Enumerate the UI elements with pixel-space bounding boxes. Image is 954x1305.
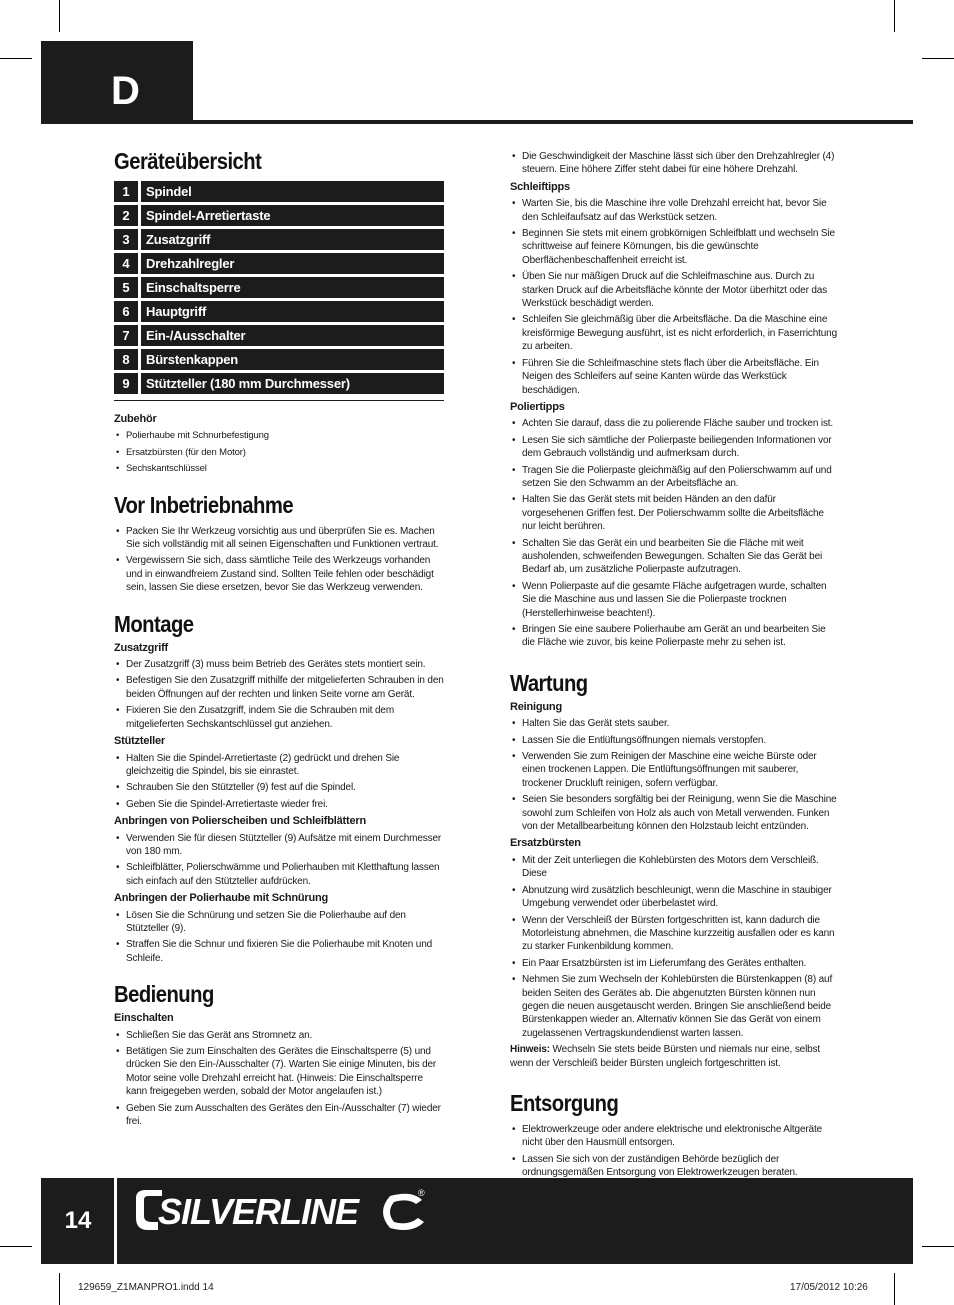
list-item: • Polierhaube mit Schnurbefestigung — [114, 429, 444, 442]
crop-mark — [0, 58, 32, 59]
crop-mark — [59, 1273, 60, 1305]
accessories-list — [114, 429, 444, 475]
language-tab — [41, 41, 193, 123]
list-item: • Verwenden Sie zum Reinigen der Maschine eine weiche Bürste oder einen trockenen Lappen. Die Entlüftungsöffnungen mit sauberer, trockener Druckluft reinigen, sofern verfügbar. — [510, 750, 840, 790]
slug-file: 129659_Z1MANPRO1.indd 14 — [78, 1282, 214, 1293]
header-rule — [41, 120, 913, 124]
before-use-section — [114, 492, 444, 595]
list-item: • Lesen Sie sich sämtliche der Polierpaste beiliegenden Informationen vor dem Gebrauch vollständig und aufmerksam durch. — [510, 434, 840, 461]
part-number: 7 — [114, 325, 138, 346]
maintenance-title: Wartung — [510, 669, 588, 696]
aux-handle-list — [114, 658, 444, 731]
list-item: • Mit der Zeit unterliegen die Kohlebürsten des Motors dem Verschleiß. Diese — [510, 854, 840, 881]
list-item: • Bringen Sie eine saubere Polierhaube am Gerät an und bearbeiten Sie die Fläche wie zuvor, bis keine Polierpaste mehr zu sehen ist. — [510, 623, 840, 650]
part-number: 1 — [114, 181, 138, 202]
list-item: • Befestigen Sie den Zusatzgriff mithilfe der mitgelieferten Schrauben in den beiden Öffnungen auf der rechten und linken Seite vorne am Gerät. — [114, 674, 444, 701]
list-item: • Seien Sie besonders sorgfältig bei der Reinigung, wenn Sie die Maschine sowohl zum Schleifen von Holz als auch von Metall verwenden. Funken von der Metallbearbeitung können den Holzstaub leicht entzünden. — [510, 793, 840, 833]
list-item: • Wenn der Verschleiß der Bürsten fortgeschritten ist, kann dadurch die Motorleistung abnehmen, die Maschine kurzzeitig ausfallen oder es kann zu starker Funkenbildung kommen. — [510, 914, 840, 954]
part-row — [114, 253, 444, 274]
part-name: Drehzahlregler — [141, 253, 444, 274]
part-row — [114, 205, 444, 226]
list-item: • Halten Sie das Gerät stets sauber. — [510, 717, 840, 730]
before-use-title: Vor Inbetriebnahme — [114, 491, 294, 518]
overview-section — [114, 148, 444, 476]
list-item: • Achten Sie darauf, dass die zu polierende Fläche sauber und trocken ist. — [510, 417, 840, 430]
list-item: • Fixieren Sie den Zusatzgriff, indem Sie die Schrauben mit dem mitgelieferten Sechskantschlüssel gut anziehen. — [114, 704, 444, 731]
registered-mark: ® — [418, 1188, 425, 1198]
silverline-logo — [132, 1186, 432, 1234]
list-item: • Ein Paar Ersatzbürsten ist im Lieferumfang des Gerätes enthalten. — [510, 957, 840, 970]
overview-title: Geräteübersicht — [114, 148, 262, 174]
disposal-list — [510, 1123, 840, 1180]
right-column — [510, 150, 840, 1196]
brushes-note — [510, 1043, 840, 1070]
list-item: • Straffen Sie die Schnur und fixieren Sie die Polierhaube mit Knoten und Schleife. — [114, 938, 444, 965]
before-use-list — [114, 525, 444, 595]
assembly-title: Montage — [114, 610, 194, 637]
operation-section — [114, 981, 444, 1128]
assembly-section — [114, 611, 444, 966]
disposal-section — [510, 1090, 840, 1180]
polishing-list — [510, 417, 840, 650]
list-item: • Betätigen Sie zum Einschalten des Gerätes die Einschaltsperre (5) und drücken Sie den Ein-/Ausschalter (7). Warten Sie einige Minuten, bis der Motor seine volle Drehzahl erreicht hat. (Hinweis: Die Einschaltsperre kann freigegeben werden, sobald der Motor angelaufen ist.) — [114, 1045, 444, 1099]
list-item: • Tragen Sie die Polierpaste gleichmäßig auf den Polierschwamm auf und setzen Sie den Schwamm an der Arbeitsfläche an. — [510, 464, 840, 491]
brushes-list — [510, 854, 840, 1040]
left-column — [114, 148, 444, 1144]
list-item: • Verwenden Sie für diesen Stützteller (9) Aufsätze mit einem Durchmesser von 180 mm. — [114, 832, 444, 859]
crop-mark — [894, 0, 895, 32]
part-name: Bürstenkappen — [141, 349, 444, 370]
part-row — [114, 349, 444, 370]
backing-pad-title: Stützteller — [114, 735, 165, 748]
part-name: Spindel-Arretiertaste — [141, 205, 444, 226]
crop-mark — [0, 1246, 32, 1247]
aux-handle-title: Zusatzgriff — [114, 641, 169, 654]
crop-mark — [922, 1246, 954, 1247]
operation-title: Bedienung — [114, 981, 214, 1008]
list-item: • Schalten Sie das Gerät ein und bearbeiten Sie die Fläche mit weit ausholenden, schweifenden Bewegungen. Schalten Sie das Gerät bei Bedarf ab, um zusätzliche Polierpaste aufzutragen. — [510, 537, 840, 577]
slug-date: 17/05/2012 10:26 — [790, 1282, 868, 1293]
list-item: • Geben Sie zum Ausschalten des Gerätes den Ein-/Ausschalter (7) wieder frei. — [114, 1102, 444, 1129]
part-name: Zusatzgriff — [141, 229, 444, 250]
part-name: Ein-/Ausschalter — [141, 325, 444, 346]
list-item: • Wenn Polierpaste auf die gesamte Fläche aufgetragen wurde, schalten Sie die Maschine aus und lassen Sie die Polierpaste trocknen (Herstellerhinweise beachten!). — [510, 580, 840, 620]
part-row — [114, 373, 444, 394]
note-text: Wechseln Sie stets beide Bürsten und niemals nur eine, selbst wenn der Verschleiß beider Bürsten ungleich fortgeschritten ist. — [510, 1044, 821, 1069]
list-item: • Führen Sie die Schleifmaschine stets flach über die Arbeitsfläche. Ein Neigen des Schleifers auf seine Kanten würde das Werkstück beschädigen. — [510, 357, 840, 397]
note-label: Hinweis: — [510, 1044, 550, 1056]
part-number: 8 — [114, 349, 138, 370]
list-item: • Warten Sie, bis die Maschine ihre volle Drehzahl erreicht hat, bevor Sie den Schleifaufsatz auf das Werkstück setzen. — [510, 197, 840, 224]
list-item: • Schleifen Sie gleichmäßig über die Arbeitsfläche. Da die Maschine eine kreisförmige Bewegung ausführt, ist es nicht erforderlich, in Faserrichtung zu arbeiten. — [510, 313, 840, 353]
list-item: • Lassen Sie die Entlüftungsöffnungen niemals verstopfen. — [510, 734, 840, 747]
sanding-list — [510, 197, 840, 397]
part-name: Stützteller (180 mm Durchmesser) — [141, 373, 444, 394]
list-item: • Elektrowerkzeuge oder andere elektrische und elektronische Altgeräte nicht über den Hausmüll entsorgen. — [510, 1123, 840, 1150]
speed-list — [510, 150, 840, 177]
switch-on-list — [114, 1029, 444, 1129]
operation-continued-section — [510, 150, 840, 650]
list-item: • Nehmen Sie zum Wechseln der Kohlebürsten die Bürstenkappen (8) auf beiden Seiten des Gerätes ab. Die abgenutzten Bürsten können nun gegen die neuen ausgetauscht werden. Bringen Sie anschließend beide Bürstenkappen wieder an. Alternativ können Sie das Gerät von einem zugelassenen Vertragskundendienst warten lassen. — [510, 973, 840, 1040]
list-item: • Vergewissern Sie sich, dass sämtliche Teile des Werkzeugs vorhanden und in einwandfreiem Zustand sind. Sollten Teile fehlen oder beschädigt sein, lassen Sie diese ersetzen, bevor Sie das Werkzeug verwenden. — [114, 554, 444, 594]
part-name: Spindel — [141, 181, 444, 202]
list-item: • Geben Sie die Spindel-Arretiertaste wieder frei. — [114, 798, 444, 811]
list-item: • Halten Sie das Gerät stets mit beiden Händen an den dafür vorgesehenen Griffen fest. Der Polierschwamm sollte die Arbeitsfläche nur leicht berühren. — [510, 493, 840, 533]
part-name: Hauptgriff — [141, 301, 444, 322]
list-item: • Schrauben Sie den Stützteller (9) fest auf die Spindel. — [114, 781, 444, 794]
footer-divider — [114, 1178, 117, 1264]
bonnet-title: Anbringen der Polierhaube mit Schnürung — [114, 892, 329, 905]
page-number: 14 — [64, 1207, 92, 1234]
part-row — [114, 277, 444, 298]
cleaning-list — [510, 717, 840, 833]
maintenance-section — [510, 670, 840, 1070]
part-row — [114, 301, 444, 322]
parts-list — [114, 181, 444, 394]
list-item: • Sechskantschlüssel — [114, 462, 444, 475]
list-item: • Lösen Sie die Schnürung und setzen Sie die Polierhaube auf den Stützteller (9). — [114, 909, 444, 936]
crop-mark — [894, 1273, 895, 1305]
language-code: D — [111, 69, 140, 113]
list-item: • Abnutzung wird zusätzlich beschleunigt, wenn die Maschine in staubiger Umgebung verwendet oder überbelastet wird. — [510, 884, 840, 911]
discs-title: Anbringen von Polierscheiben und Schleifblättern — [114, 815, 366, 828]
list-item: • Ersatzbürsten (für den Motor) — [114, 446, 444, 459]
logo-wordmark: SILVERLINE — [158, 1191, 359, 1232]
polishing-title: Poliertipps — [510, 400, 565, 413]
bonnet-list — [114, 909, 444, 966]
part-number: 9 — [114, 373, 138, 394]
crop-mark — [922, 58, 954, 59]
list-item: • Üben Sie nur mäßigen Druck auf die Schleifmaschine aus. Durch zu starken Druck auf die Arbeitsfläche könnte der Motor überhitzt oder das Werkstück beschädigt werden. — [510, 270, 840, 310]
parts-rule — [114, 400, 444, 401]
list-item: • Die Geschwindigkeit der Maschine lässt sich über den Drehzahlregler (4) steuern. Eine höhere Ziffer steht dabei für eine höhere Drehzahl. — [510, 150, 840, 177]
sanding-title: Schleiftipps — [510, 180, 570, 193]
list-item: • Schließen Sie das Gerät ans Stromnetz an. — [114, 1029, 444, 1042]
part-row — [114, 229, 444, 250]
part-number: 3 — [114, 229, 138, 250]
list-item: • Lassen Sie sich von der zuständigen Behörde bezüglich der ordnungsgemäßen Entsorgung von Elektrowerkzeugen beraten. — [510, 1153, 840, 1180]
crop-mark — [59, 0, 60, 32]
list-item: • Schleifblätter, Polierschwämme und Polierhauben mit Kletthaftung lassen sich einfach auf den Stützteller aufdrücken. — [114, 861, 444, 888]
disposal-title: Entsorgung — [510, 1089, 619, 1116]
list-item: • Der Zusatzgriff (3) muss beim Betrieb des Gerätes stets montiert sein. — [114, 658, 444, 671]
part-number: 2 — [114, 205, 138, 226]
list-item: • Beginnen Sie stets mit einem grobkörnigen Schleifblatt und wechseln Sie schrittweise auf feinere Körnungen, bis die gewünschte Oberflächenbeschaffenheit erreicht ist. — [510, 227, 840, 267]
discs-list — [114, 832, 444, 889]
cleaning-title: Reinigung — [510, 700, 562, 713]
part-row — [114, 325, 444, 346]
list-item: • Halten Sie die Spindel-Arretiertaste (2) gedrückt und drehen Sie gleichzeitig die Spindel, bis sie einrastet. — [114, 752, 444, 779]
part-number: 6 — [114, 301, 138, 322]
accessories-title: Zubehör — [114, 413, 157, 425]
logo-swoosh-right-icon — [383, 1194, 424, 1230]
part-row — [114, 181, 444, 202]
part-number: 5 — [114, 277, 138, 298]
part-name: Einschaltsperre — [141, 277, 444, 298]
switch-on-title: Einschalten — [114, 1012, 174, 1025]
backing-pad-list — [114, 752, 444, 812]
part-number: 4 — [114, 253, 138, 274]
list-item: • Packen Sie Ihr Werkzeug vorsichtig aus und überprüfen Sie es. Machen Sie sich vollständig mit all seinen Eigenschaften und Funktionen vertraut. — [114, 525, 444, 552]
brushes-title: Ersatzbürsten — [510, 837, 581, 850]
